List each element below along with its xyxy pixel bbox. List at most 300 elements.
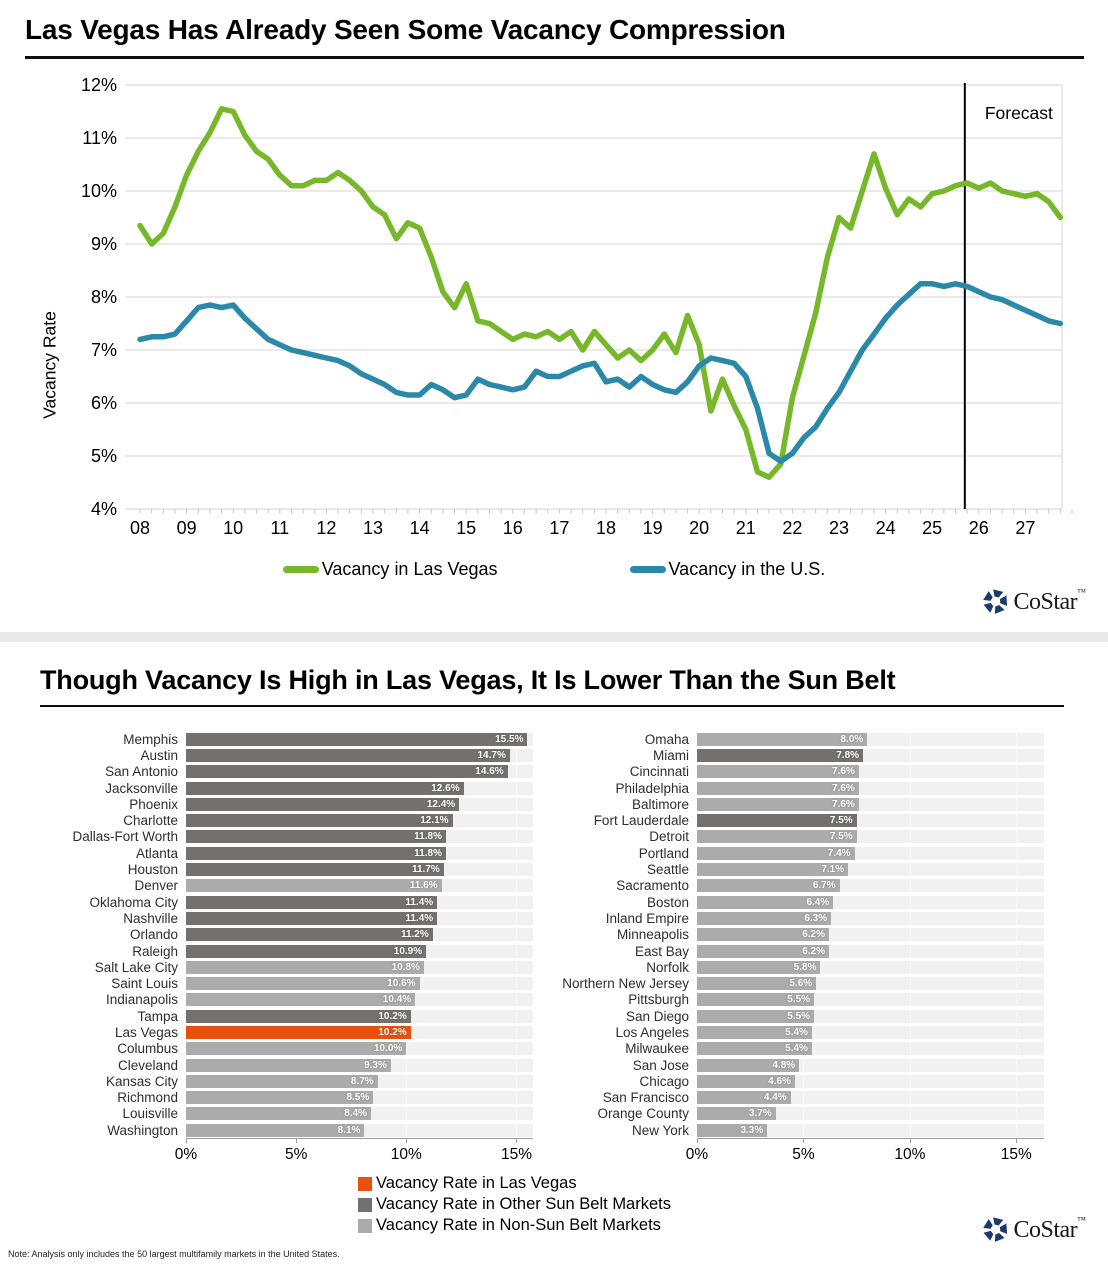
bar-value-label: 5.5%: [787, 1010, 811, 1022]
bar-category-label: San Diego: [625, 1008, 689, 1024]
bar-row: [539, 910, 1044, 926]
y-tick-label: 6%: [90, 393, 117, 413]
x-axis-tick: [406, 1139, 407, 1143]
x-tick-label: 12: [316, 518, 337, 538]
bar-row: [28, 747, 533, 763]
bar-category-label: Saint Louis: [111, 976, 178, 992]
x-axis-tick: [910, 1139, 911, 1143]
bar-track: [697, 765, 1044, 778]
x-axis-tick-label: 10%: [390, 1146, 422, 1164]
bar-legend-item: [358, 1173, 1108, 1194]
x-axis-tick: [697, 1139, 698, 1143]
x-tick-label: 09: [176, 518, 197, 538]
bar-fill: [697, 945, 829, 958]
bar-track: [186, 1010, 533, 1023]
bar-fill: [186, 830, 446, 843]
bar-fill: [186, 863, 444, 876]
bar-row: [28, 1106, 533, 1122]
x-tick-label: 17: [549, 518, 570, 538]
bar-track: [186, 1124, 533, 1137]
bar-track: [186, 928, 533, 941]
bar-category-label: Inland Empire: [605, 910, 689, 926]
bar-value-label: 11.4%: [405, 896, 434, 908]
bar-legend-item: [358, 1194, 1108, 1215]
bar-row: [539, 894, 1044, 910]
x-axis-tick-label: 0%: [174, 1146, 198, 1164]
bar-category-label: Charlotte: [123, 813, 178, 829]
bar-category-label: Orlando: [129, 927, 178, 943]
costar-wordmark: CoStar™: [1013, 587, 1086, 615]
bar-legend-swatch: [358, 1198, 372, 1212]
y-tick-label: 4%: [90, 499, 117, 519]
bar-track: [186, 1107, 533, 1120]
bar-category-label: Columbus: [117, 1041, 178, 1057]
bar-value-label: 5.8%: [793, 961, 817, 973]
x-tick-label: 16: [502, 518, 523, 538]
bar-fill: [697, 961, 820, 974]
bar-category-label: Northern New Jersey: [562, 976, 689, 992]
bar-track: [186, 993, 533, 1006]
bar-row: [539, 861, 1044, 877]
bar-value-label: 7.8%: [836, 749, 860, 761]
bar-track: [186, 863, 533, 876]
bar-track: [186, 977, 533, 990]
bar-fill: [697, 1107, 776, 1120]
bar-track: [186, 912, 533, 925]
bar-track: [186, 896, 533, 909]
legend-item-las-vegas: [283, 559, 498, 580]
bar-grid-line: [516, 731, 517, 1138]
bar-category-label: Chicago: [639, 1073, 689, 1089]
x-tick-label: 21: [735, 518, 756, 538]
bar-track: [697, 1075, 1044, 1088]
bar-row: [28, 1122, 533, 1138]
bar-value-label: 6.2%: [802, 929, 825, 941]
bar-track: [697, 1091, 1044, 1104]
us-line-swatch: [630, 566, 666, 574]
bar-fill: [697, 1026, 812, 1039]
bar-track: [186, 1075, 533, 1088]
panel2-title-rule: [40, 705, 1064, 707]
bar-category-label: Philadelphia: [615, 780, 689, 796]
bar-fill: [186, 928, 433, 941]
bar-track: [697, 928, 1044, 941]
bar-category-label: Atlanta: [135, 845, 178, 861]
bar-category-label: Cleveland: [117, 1057, 178, 1073]
bar-legend-label: Vacancy Rate in Las Vegas: [376, 1174, 577, 1193]
bar-value-label: 12.1%: [420, 815, 449, 827]
bar-fill: [697, 1010, 814, 1023]
bar-category-label: Dallas-Fort Worth: [72, 829, 178, 845]
bar-fill: [186, 798, 459, 811]
bar-value-label: 10.6%: [387, 978, 416, 990]
bar-category-label: East Bay: [634, 943, 689, 959]
bar-value-label: 4.4%: [763, 1092, 787, 1104]
bar-chart-right: [539, 731, 1044, 1169]
bar-category-label: Washington: [107, 1122, 178, 1138]
bar-value-label: 10.2%: [378, 1026, 407, 1038]
bar-fill: [186, 749, 510, 762]
bar-row: [28, 894, 533, 910]
bar-track: [697, 1026, 1044, 1039]
bar-category-label: Oklahoma City: [89, 894, 178, 910]
bar-track: [186, 1042, 533, 1055]
bar-fill: [186, 977, 420, 990]
bar-fill: [697, 733, 867, 746]
bar-track: [186, 879, 533, 892]
y-tick-label: 5%: [90, 446, 117, 466]
bar-category-label: Detroit: [649, 829, 689, 845]
bar-track: [697, 879, 1044, 892]
bar-row: [539, 747, 1044, 763]
bar-value-label: 8.0%: [840, 733, 864, 745]
bar-track: [186, 814, 533, 827]
bar-fill: [697, 1042, 812, 1055]
bar-fill: [697, 863, 848, 876]
bar-row: [28, 943, 533, 959]
vacancy-line-chart: [24, 63, 1084, 545]
bar-track: [697, 977, 1044, 990]
bar-category-label: Las Vegas: [114, 1024, 178, 1040]
bar-value-label: 7.6%: [831, 798, 855, 810]
bar-row: [28, 845, 533, 861]
bar-value-label: 3.3%: [740, 1124, 764, 1136]
bar-track: [186, 1059, 533, 1072]
bar-fill: [186, 765, 508, 778]
costar-pinwheel-icon: [982, 588, 1009, 615]
bar-track: [697, 993, 1044, 1006]
x-tick-label: 27: [1015, 518, 1036, 538]
bar-x-axis: [174, 1138, 533, 1169]
x-tick-label: 22: [782, 518, 803, 538]
bar-row: [28, 796, 533, 812]
bar-category-label: Louisville: [122, 1106, 178, 1122]
bar-row: [539, 731, 1044, 747]
bar-track: [697, 733, 1044, 746]
bar-fill: [697, 912, 831, 925]
bar-fill: [697, 765, 859, 778]
x-tick-label: 11: [270, 518, 290, 538]
bar-row: [28, 829, 533, 845]
bar-row: [28, 1057, 533, 1073]
bar-value-label: 7.1%: [821, 864, 845, 876]
bar-value-label: 6.7%: [812, 880, 836, 892]
bar-track: [697, 1010, 1044, 1023]
bar-category-label: Los Angeles: [615, 1024, 689, 1040]
bar-value-label: 4.8%: [772, 1059, 796, 1071]
bar-track: [186, 847, 533, 860]
bar-row: [539, 878, 1044, 894]
bar-legend-swatch: [358, 1219, 372, 1233]
bar-value-label: 14.6%: [475, 766, 504, 778]
y-tick-label: 12%: [80, 75, 117, 95]
x-tick-label: 20: [689, 518, 710, 538]
bar-value-label: 11.8%: [414, 847, 442, 859]
bar-category-label: Omaha: [644, 731, 689, 747]
bar-row: [539, 1008, 1044, 1024]
bar-row: [539, 1106, 1044, 1122]
bar-fill: [697, 847, 855, 860]
bar-value-label: 5.6%: [789, 978, 813, 990]
x-axis-tick: [1016, 1139, 1017, 1143]
bar-category-label: San Jose: [632, 1057, 689, 1073]
bar-row: [539, 992, 1044, 1008]
bar-fill: [697, 782, 859, 795]
bar-category-label: Indianapolis: [105, 992, 178, 1008]
bar-row: [28, 878, 533, 894]
bar-row: [28, 1008, 533, 1024]
bar-category-label: Cincinnati: [629, 764, 689, 780]
bar-legend-label: Vacancy Rate in Non-Sun Belt Markets: [376, 1216, 661, 1235]
bar-fill: [697, 798, 859, 811]
bar-row: [28, 1073, 533, 1089]
bar-row: [28, 992, 533, 1008]
bar-track: [697, 961, 1044, 974]
bar-track: [697, 798, 1044, 811]
costar-pinwheel-icon: [982, 1216, 1009, 1243]
bar-value-label: 7.6%: [831, 782, 855, 794]
bar-value-label: 11.7%: [411, 864, 440, 876]
bar-fill: [186, 814, 453, 827]
bar-value-label: 7.5%: [829, 815, 853, 827]
bar-track: [186, 1091, 533, 1104]
bar-row: [28, 1041, 533, 1057]
bar-row: [539, 780, 1044, 796]
bar-value-label: 10.2%: [378, 1010, 407, 1022]
bar-row: [539, 943, 1044, 959]
bar-value-label: 10.4%: [382, 994, 412, 1006]
bar-track: [186, 961, 533, 974]
bar-category-label: Salt Lake City: [94, 959, 178, 975]
bar-value-label: 4.6%: [768, 1075, 791, 1087]
bar-value-label: 11.6%: [409, 880, 438, 892]
bar-track: [697, 782, 1044, 795]
bar-value-label: 15.5%: [495, 733, 524, 745]
bar-category-label: Miami: [653, 747, 689, 763]
bar-category-label: Minneapolis: [616, 927, 689, 943]
legend-label-us: Vacancy in the U.S.: [668, 559, 826, 579]
x-axis-tick-label: 15%: [500, 1146, 532, 1164]
bar-row: [539, 1122, 1044, 1138]
legend-label-las-vegas: Vacancy in Las Vegas: [321, 559, 498, 579]
bar-row: [539, 829, 1044, 845]
bar-value-label: 10.9%: [393, 945, 423, 957]
bar-fill: [186, 1026, 411, 1039]
bar-row: [539, 975, 1044, 991]
x-axis-tick-label: 0%: [685, 1146, 709, 1164]
bar-fill: [186, 847, 446, 860]
panel2-title: Though Vacancy Is High in Las Vegas, It Is Lower Than the Sun Belt: [40, 665, 896, 695]
bar-fill: [186, 896, 437, 909]
bar-fill: [697, 1059, 799, 1072]
bar-legend-label: Vacancy Rate in Other Sun Belt Markets: [376, 1195, 671, 1214]
bar-plot: [28, 731, 533, 1138]
bar-fill: [697, 830, 857, 843]
bar-track: [697, 1124, 1044, 1137]
bar-fill: [186, 1010, 411, 1023]
bar-track: [697, 896, 1044, 909]
x-tick-label: 15: [456, 518, 477, 538]
bar-fill: [186, 879, 442, 892]
x-axis-tick-label: 15%: [1000, 1146, 1032, 1164]
bar-row: [28, 731, 533, 747]
bar-row: [539, 959, 1044, 975]
bar-category-label: Phoenix: [129, 796, 178, 812]
bar-category-label: Houston: [127, 862, 178, 878]
bar-value-label: 7.6%: [831, 766, 855, 778]
bar-fill: [186, 993, 415, 1006]
bar-fill: [697, 1124, 767, 1137]
bar-track: [697, 814, 1044, 827]
bar-category-label: Seattle: [646, 862, 689, 878]
bar-category-label: Kansas City: [105, 1073, 178, 1089]
bar-track: [697, 1042, 1044, 1055]
bar-category-label: Boston: [646, 894, 689, 910]
bar-category-label: Norfolk: [646, 959, 689, 975]
bar-category-label: Pittsburgh: [628, 992, 689, 1008]
bar-track: [186, 765, 533, 778]
bar-value-label: 12.6%: [431, 782, 460, 794]
bar-row: [28, 959, 533, 975]
bar-value-label: 12.4%: [426, 798, 456, 810]
bar-value-label: 3.7%: [748, 1108, 772, 1120]
bar-value-label: 14.7%: [477, 749, 506, 761]
y-axis-label: Vacancy Rate: [39, 311, 60, 419]
bar-value-label: 11.4%: [405, 912, 434, 924]
bar-row: [539, 1057, 1044, 1073]
bar-value-label: 7.4%: [827, 847, 851, 859]
bar-category-label: Sacramento: [616, 878, 689, 894]
bar-fill: [697, 993, 814, 1006]
bar-track: [697, 847, 1044, 860]
bar-fill: [186, 1042, 406, 1055]
x-tick-label: 23: [828, 518, 850, 538]
bar-value-label: 8.4%: [344, 1108, 368, 1120]
bar-row: [28, 812, 533, 828]
bar-track: [697, 749, 1044, 762]
line-chart-legend: [0, 559, 1108, 580]
bar-fill: [697, 896, 833, 909]
bar-grid-line: [910, 731, 911, 1138]
x-tick-label: 19: [642, 518, 663, 538]
bar-track: [186, 749, 533, 762]
bar-row: [28, 764, 533, 780]
bar-fill: [186, 1124, 364, 1137]
bar-value-label: 5.4%: [785, 1043, 808, 1055]
bar-fill: [186, 961, 424, 974]
bar-fill: [697, 1091, 791, 1104]
bar-category-label: Jacksonville: [105, 780, 178, 796]
bar-value-label: 8.5%: [346, 1092, 370, 1104]
bar-row: [28, 1090, 533, 1106]
bar-category-label: Denver: [134, 878, 178, 894]
bar-category-label: San Francisco: [602, 1090, 689, 1106]
y-tick-label: 11%: [82, 128, 117, 148]
x-tick-label: 14: [409, 518, 430, 538]
bar-value-label: 11.2%: [400, 929, 429, 941]
bar-charts-row: [0, 731, 1108, 1169]
bar-fill: [186, 945, 426, 958]
bar-fill: [697, 928, 829, 941]
bar-category-label: Milwaukee: [625, 1041, 689, 1057]
x-tick-label: 18: [595, 518, 617, 538]
bar-category-label: Fort Lauderdale: [593, 813, 689, 829]
bar-grid-line: [1016, 731, 1017, 1138]
bar-track: [697, 912, 1044, 925]
bar-track: [697, 1107, 1044, 1120]
bar-value-label: 11.8%: [414, 831, 442, 843]
bar-row: [539, 764, 1044, 780]
x-axis-tick: [186, 1139, 187, 1143]
us-series-line: [140, 284, 1060, 462]
bar-track: [697, 1059, 1044, 1072]
bar-row: [539, 845, 1044, 861]
panel1-title-rule: [25, 56, 1084, 59]
bar-fill: [697, 977, 816, 990]
bar-value-label: 9.3%: [364, 1059, 387, 1071]
bar-value-label: 6.4%: [806, 896, 830, 908]
x-axis-tick: [803, 1139, 804, 1143]
bar-chart-left: [28, 731, 533, 1169]
bar-value-label: 6.3%: [804, 912, 828, 924]
bar-track: [186, 798, 533, 811]
bar-value-label: 8.1%: [337, 1124, 361, 1136]
footnote: Note: Analysis only includes the 50 largest multifamily markets in the United States.: [8, 1249, 340, 1259]
x-tick-label: 25: [922, 518, 943, 538]
bar-track: [186, 1026, 533, 1039]
costar-logo-bottom: [982, 1215, 1087, 1244]
legend-item-us: [630, 559, 826, 580]
las-vegas-line-swatch: [283, 566, 319, 574]
bar-track: [186, 733, 533, 746]
bar-fill: [186, 1075, 378, 1088]
x-axis-tick-label: 5%: [792, 1146, 815, 1164]
x-tick-label: 26: [968, 518, 989, 538]
bar-fill: [697, 879, 840, 892]
x-tick-label: 08: [129, 518, 151, 538]
bar-fill: [697, 814, 857, 827]
y-tick-label: 10%: [80, 181, 117, 201]
bar-category-label: Tampa: [137, 1008, 178, 1024]
bar-fill: [186, 1107, 371, 1120]
costar-wordmark: CoStar™: [1013, 1215, 1086, 1243]
bar-fill: [186, 1091, 373, 1104]
bar-row: [28, 975, 533, 991]
bar-category-label: Memphis: [123, 731, 178, 747]
bar-row: [539, 796, 1044, 812]
bar-fill: [186, 912, 437, 925]
bar-fill: [697, 749, 863, 762]
bar-category-label: Richmond: [117, 1090, 178, 1106]
bar-fill: [186, 733, 527, 746]
bar-row: [539, 1090, 1044, 1106]
bar-value-label: 10.0%: [373, 1043, 403, 1055]
bar-category-label: Baltimore: [631, 796, 689, 812]
bar-category-label: Nashville: [123, 910, 178, 926]
bar-category-label: Portland: [638, 845, 689, 861]
bar-value-label: 8.7%: [350, 1075, 374, 1087]
x-axis-tick: [296, 1139, 297, 1143]
bar-row: [539, 1073, 1044, 1089]
bar-plot: [539, 731, 1044, 1138]
x-tick-label: 13: [362, 518, 384, 538]
bar-legend-swatch: [358, 1177, 372, 1191]
bar-category-label: Orange County: [597, 1106, 689, 1122]
x-tick-label: 24: [875, 518, 896, 538]
bar-value-label: 5.4%: [785, 1026, 808, 1038]
bar-row: [539, 927, 1044, 943]
bar-track: [697, 863, 1044, 876]
